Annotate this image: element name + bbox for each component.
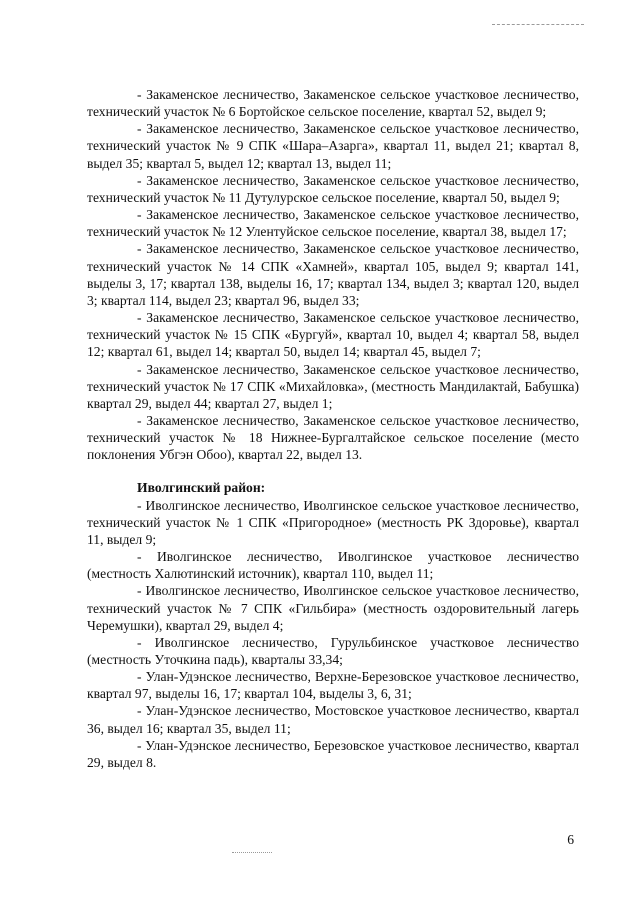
list-item: - Иволгинское лесничество, Иволгинское сельское участковое лесничество, технический участок № 1 СПК «Пригородное» (местность РК Здоровье), квартал 11, выдел 9; — [87, 497, 579, 547]
list-item: - Закаменское лесничество, Закаменское сельское участковое лесничество, технический участок № 17 СПК «Михайловка», (местность Мандилактай, Бабушка) квартал 29, выдел 44; квартал 27, выдел 1; — [87, 361, 579, 411]
list-item: - Закаменское лесничество, Закаменское сельское участковое лесничество, технический участок № 12 Улентуйское сельское поселение, квартал 38, выдел 17; — [87, 207, 579, 240]
list-item: - Иволгинское лесничество, Гурульбинское участковое лесничество (местность Уточкина падь), кварталы 33,34; — [87, 634, 579, 667]
list-item: - Иволгинское лесничество, Иволгинское участковое лесничество (местность Халютинский источник), квартал 110, выдел 11; — [87, 549, 579, 582]
list-item: - Улан-Удэнское лесничество, Березовское участковое лесничество, квартал 29, выдел 8. — [87, 737, 579, 770]
scan-artifact — [232, 852, 272, 853]
list-item: - Улан-Удэнское лесничество, Мостовское участковое лесничество, квартал 36, выдел 16; квартал 35, выдел 11; — [87, 703, 579, 736]
header-rule — [492, 24, 584, 25]
page-number: 6 — [567, 832, 574, 847]
list-item: - Закаменское лесничество, Закаменское сельское участковое лесничество, технический участок № 9 СПК «Шара–Азарга», квартал 11, выдел 21; квартал 8, выдел 35; квартал 5, выдел 12; квартал 13, выдел 11; — [87, 121, 579, 171]
list-item: - Закаменское лесничество, Закаменское сельское участковое лесничество, технический участок № 6 Бортойское сельское поселение, квартал 52, выдел 9; — [87, 87, 579, 120]
list-item: - Закаменское лесничество, Закаменское сельское участковое лесничество, технический участок № 14 СПК «Хамней», квартал 105, выдел 9; квартал 141, выделы 3, 17; квартал 138, выделы 16, 17; квартал 134, выдел 3; квартал 120, выдел 3; квартал 114, выдел 23; квартал 96, выдел 33; — [87, 241, 579, 308]
list-item: - Закаменское лесничество, Закаменское сельское участковое лесничество, технический участок № 15 СПК «Бургуй», квартал 10, выдел 4; квартал 58, выдел 12; квартал 61, выдел 14; квартал 50, выдел 14; квартал 45, выдел 7; — [87, 310, 579, 360]
list-item: - Закаменское лесничество, Закаменское сельское участковое лесничество, технический участок № 11 Дутулурское сельское поселение, квартал 50, выдел 9; — [87, 172, 579, 205]
body-text — [87, 86, 579, 771]
list-item: - Иволгинское лесничество, Иволгинское сельское участковое лесничество, технический участок № 7 СПК «Гильбира» (местность оздоровительный лагерь Черемушки), квартал 29, выдел 4; — [87, 583, 579, 633]
section-heading: Иволгинский район: — [137, 480, 266, 496]
list-item: - Улан-Удэнское лесничество, Верхне-Березовское участковое лесничество, квартал 97, выделы 16, 17; квартал 104, выделы 3, 6, 31; — [87, 669, 579, 702]
list-item: - Закаменское лесничество, Закаменское сельское участковое лесничество, технический участок № 18 Нижнее-Бургалтайское сельское поселение (место поклонения Убгэн Обоо), квартал 22, выдел 13. — [87, 412, 579, 463]
